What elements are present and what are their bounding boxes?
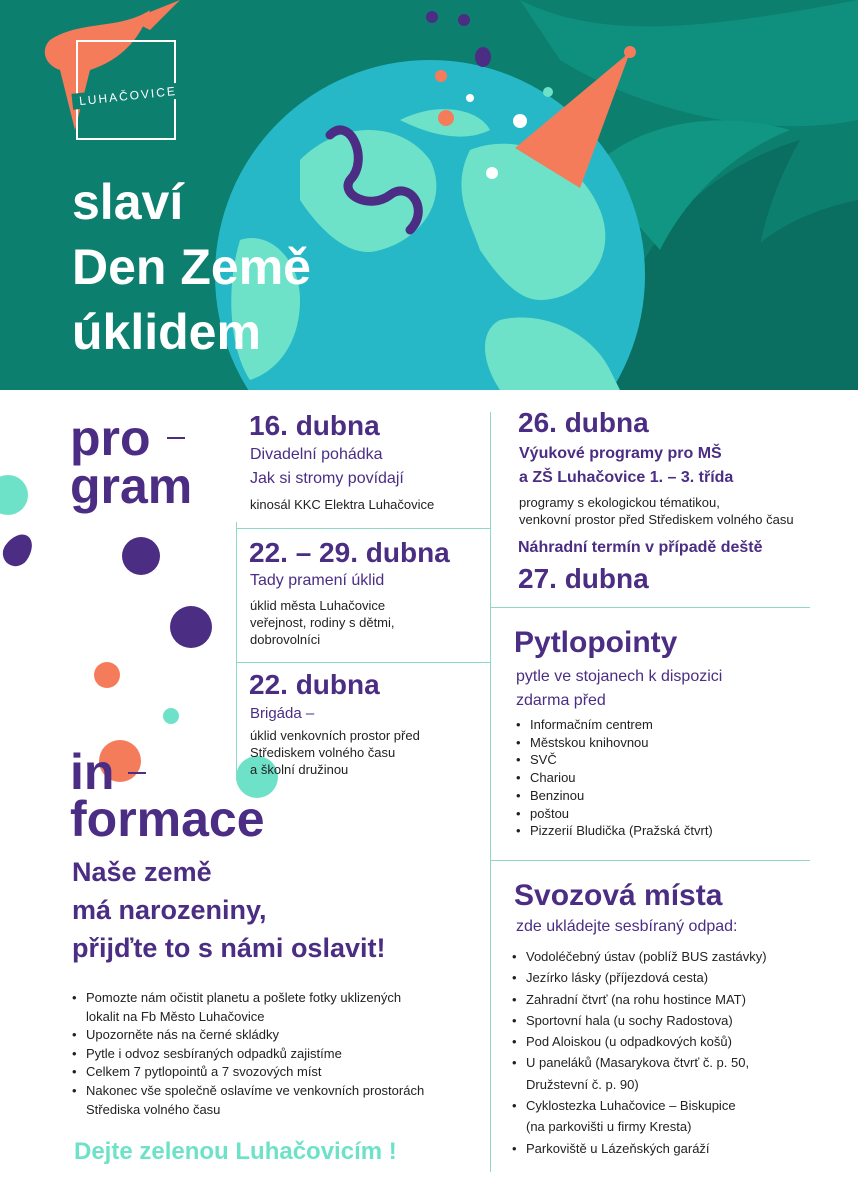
- hero-title-line: Den Země: [72, 239, 311, 295]
- list-item: • Vodoléčebný ústav (poblíž BUS zastávky): [512, 946, 767, 967]
- list-item-continuation: (na parkovišti u firmy Kresta): [526, 1119, 692, 1135]
- list-item: • poštou: [516, 805, 713, 823]
- list-item: • Upozorněte nás na černé skládky: [72, 1026, 424, 1045]
- divider-horizontal: [236, 662, 490, 663]
- event-date: 16. dubna: [249, 410, 380, 441]
- slogan: Dejte zelenou Luhačovicím !: [74, 1138, 397, 1165]
- divider-horizontal: [236, 528, 490, 529]
- pytlopointy-subtitle: pytle ve stojanech k dispozici: [516, 668, 723, 685]
- list-item: • Pod Aloiskou (u odpadkových košů): [512, 1031, 767, 1052]
- svozova-list: [512, 946, 767, 1159]
- pytlopointy-list: [516, 716, 713, 840]
- event-detail: programy s ekologickou tématikou, venkovní prostor před Střediskem volného času: [519, 495, 794, 527]
- event-title: Výukové programy pro MŠ: [519, 445, 722, 462]
- divider-horizontal: [490, 860, 810, 861]
- decor-dot: [170, 606, 212, 648]
- list-item: • Chariou: [516, 769, 713, 787]
- decor-dot: [0, 529, 38, 572]
- rain-date-label: Náhradní termín v případě deště: [518, 539, 763, 556]
- list-item: • Informačním centrem: [516, 716, 713, 734]
- pytlopointy-subtitle: zdarma před: [516, 692, 606, 709]
- program-heading-part: gram: [70, 458, 193, 514]
- svozova-title: Svozová místa: [514, 879, 723, 912]
- list-item: • Pomozte nám očistit planetu a pošlete fotky uklizených: [72, 989, 424, 1008]
- svozova-subtitle: zde ukládejte sesbíraný odpad:: [516, 918, 738, 935]
- event-title: Tady pramení úklid: [250, 572, 385, 589]
- list-item: • Nakonec vše společně oslavíme ve venkovních prostorách: [72, 1082, 424, 1101]
- event-date: 22. dubna: [249, 669, 380, 700]
- heading-dash: [128, 772, 146, 774]
- event-title: Brigáda –: [250, 705, 315, 722]
- divider-vertical: [236, 522, 237, 780]
- decor-dot: [0, 475, 28, 515]
- list-item-continuation: lokalit na Fb Město Luhačovice: [86, 1008, 265, 1024]
- hero-title: [72, 170, 311, 365]
- list-item: • Parkoviště u Lázeňských garáží: [512, 1138, 767, 1159]
- divider-vertical: [490, 412, 491, 1172]
- info-heading-part: formace: [70, 791, 265, 847]
- hero-title-line: úklidem: [72, 304, 261, 360]
- event-title: Divadelní pohádka: [250, 446, 383, 463]
- info-heading-part: in: [70, 744, 115, 800]
- list-item: • Cyklostezka Luhačovice – Biskupice: [512, 1095, 767, 1116]
- logo-text: LUHAČOVICE: [71, 82, 184, 110]
- info-headline: Naše země má narozeniny, přijďte to s námi oslavit!: [72, 857, 386, 963]
- list-item: • Městskou knihovnou: [516, 734, 713, 752]
- list-item: • U paneláků (Masarykova čtvrť č. p. 50,: [512, 1052, 767, 1073]
- list-item: • Jezírko lásky (příjezdová cesta): [512, 967, 767, 988]
- rain-date: 27. dubna: [518, 563, 649, 594]
- pytlopointy-title: Pytlopointy: [514, 626, 678, 659]
- event-detail: úklid venkovních prostor před Střediskem volného času a školní družinou: [250, 728, 420, 777]
- event-detail: úklid města Luhačovice veřejnost, rodiny s dětmi, dobrovolníci: [250, 598, 395, 647]
- list-item: • Pizzerií Bludička (Pražská čtvrt): [516, 822, 713, 840]
- decor-dot: [122, 537, 160, 575]
- event-title: Jak si stromy povídají: [250, 470, 404, 487]
- decor-dot: [163, 708, 179, 724]
- list-item: • Zahradní čtvrť (na rohu hostince MAT): [512, 989, 767, 1010]
- list-item-continuation: Střediska volného času: [86, 1101, 221, 1117]
- hero-title-line: slaví: [72, 174, 184, 230]
- info-list: [72, 989, 424, 1119]
- hero-banner: [0, 0, 858, 390]
- list-item: • Celkem 7 pytlopointů a 7 svozových míst: [72, 1063, 424, 1082]
- event-date: 26. dubna: [518, 407, 649, 438]
- divider-horizontal: [490, 607, 810, 608]
- heading-dash: [167, 437, 185, 439]
- list-item: • SVČ: [516, 751, 713, 769]
- list-item: • Benzinou: [516, 787, 713, 805]
- list-item-continuation: Družstevní č. p. 90): [526, 1076, 639, 1092]
- list-item: • Sportovní hala (u sochy Radostova): [512, 1010, 767, 1031]
- event-date: 22. – 29. dubna: [249, 537, 450, 568]
- event-title: a ZŠ Luhačovice 1. – 3. třída: [519, 469, 734, 486]
- list-item: • Pytle i odvoz sesbíraných odpadků zajistíme: [72, 1045, 424, 1064]
- decor-dot: [94, 662, 120, 688]
- event-detail: kinosál KKC Elektra Luhačovice: [250, 497, 435, 512]
- program-heading-part: pro: [70, 410, 151, 466]
